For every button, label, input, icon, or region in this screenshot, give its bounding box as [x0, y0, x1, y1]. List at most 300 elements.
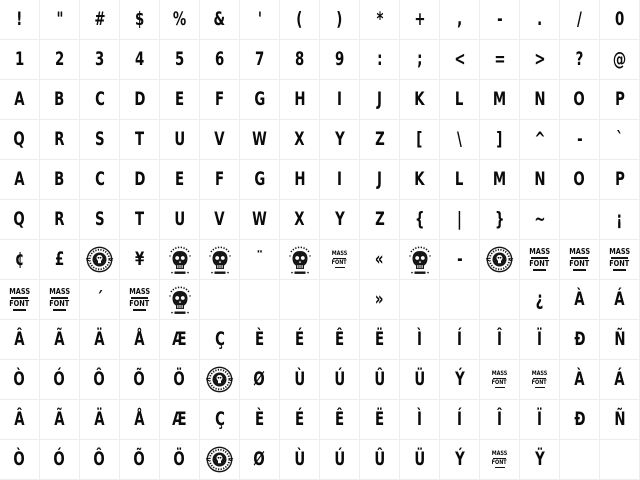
glyph-cell: [240, 200, 280, 240]
glyph-character: Ü: [414, 368, 425, 390]
glyph-cell: [480, 80, 520, 120]
glyph-cell: [480, 280, 520, 320]
glyph-cell: [560, 160, 600, 200]
glyph-character: È: [254, 328, 265, 350]
glyph-character: -: [576, 128, 583, 150]
glyph-cell: [80, 200, 120, 240]
glyph-character: M: [492, 88, 507, 110]
glyph-cell: [480, 360, 520, 400]
glyph-cell: [80, 320, 120, 360]
glyph-cell: [280, 400, 320, 440]
glyph-character: K: [414, 168, 425, 190]
glyph-character: É: [294, 328, 305, 350]
glyph-cell: [240, 280, 280, 320]
glyph-cell: [200, 320, 240, 360]
massfont-badge-icon: [567, 248, 592, 270]
glyph-cell: [320, 240, 360, 280]
glyph-cell: [40, 240, 80, 280]
glyph-character: ;: [416, 48, 423, 70]
glyph-character: Ø: [253, 448, 266, 470]
glyph-character: \: [457, 128, 462, 150]
glyph-character: O: [573, 168, 586, 190]
glyph-cell: [160, 280, 200, 320]
circle-skull-emblem-icon: [206, 446, 233, 473]
glyph-character: ): [336, 8, 343, 30]
glyph-cell: [360, 120, 400, 160]
glyph-character: Y: [334, 128, 345, 150]
glyph-character: G: [254, 168, 265, 190]
glyph-character: Í: [457, 328, 462, 350]
glyph-character: Ñ: [613, 328, 626, 350]
glyph-character: ^: [533, 128, 546, 150]
glyph-character: Æ: [172, 328, 187, 350]
glyph-cell: [160, 400, 200, 440]
glyph-cell: [200, 240, 240, 280]
glyph-cell: [400, 400, 440, 440]
skull-badge-icon: [287, 244, 313, 276]
glyph-character: K: [414, 88, 425, 110]
glyph-character: D: [133, 88, 146, 110]
glyph-cell: [400, 200, 440, 240]
glyph-character: H: [293, 88, 306, 110]
glyph-character: À: [574, 368, 585, 390]
glyph-character: B: [54, 168, 65, 190]
glyph-cell: [480, 160, 520, 200]
glyph-cell: [200, 0, 240, 40]
glyph-cell: [40, 280, 80, 320]
glyph-character: Ú: [334, 368, 345, 390]
skull-badge-icon: [167, 284, 193, 316]
glyph-cell: [120, 320, 160, 360]
glyph-cell: [160, 120, 200, 160]
glyph-cell: [0, 200, 40, 240]
glyph-cell: [560, 40, 600, 80]
glyph-cell: [560, 280, 600, 320]
glyph-character: V: [214, 208, 225, 230]
glyph-character: Û: [374, 368, 385, 390]
glyph-character: +: [413, 8, 426, 30]
glyph-character: B: [54, 88, 65, 110]
massfont-badge-icon: [7, 288, 32, 310]
glyph-character: È: [254, 408, 265, 430]
glyph-cell: [80, 80, 120, 120]
glyph-character: -: [456, 248, 463, 270]
glyph-character: X: [294, 208, 305, 230]
glyph-cell: [200, 200, 240, 240]
glyph-cell: [360, 400, 400, 440]
skull-badge-icon: [207, 244, 233, 276]
glyph-cell: [40, 360, 80, 400]
glyph-cell: [200, 400, 240, 440]
glyph-character: Û: [374, 448, 385, 470]
glyph-character: Ä: [94, 328, 105, 350]
glyph-cell: [240, 440, 280, 480]
circle-skull-emblem-icon: [86, 246, 113, 273]
glyph-character: ': [257, 8, 262, 30]
glyph-character: &: [213, 8, 226, 30]
glyph-character: |: [457, 208, 462, 230]
glyph-character: S: [94, 128, 105, 150]
glyph-character: Õ: [133, 368, 146, 390]
glyph-cell: [600, 200, 640, 240]
glyph-character: 1: [14, 48, 25, 70]
glyph-cell: [440, 240, 480, 280]
glyph-cell: [280, 0, 320, 40]
glyph-cell: [280, 240, 320, 280]
glyph-cell: [480, 120, 520, 160]
massfont-badge-icon: [530, 371, 549, 387]
glyph-cell: [520, 280, 560, 320]
glyph-cell: [520, 200, 560, 240]
glyph-cell: [360, 0, 400, 40]
glyph-character: L: [455, 88, 464, 110]
glyph-character: L: [455, 168, 464, 190]
glyph-character: Â: [14, 408, 25, 430]
glyph-character: Ó: [53, 368, 66, 390]
glyph-character: G: [254, 88, 265, 110]
glyph-character: £: [54, 248, 65, 270]
glyph-character: ¨: [256, 248, 263, 270]
glyph-character: `: [616, 128, 623, 150]
glyph-cell: [0, 40, 40, 80]
massfont-badge-line1: MASS: [609, 247, 630, 257]
glyph-character: 7: [254, 48, 265, 70]
skull-badge-icon: [407, 244, 433, 276]
glyph-cell: [560, 320, 600, 360]
glyph-cell: [560, 200, 600, 240]
glyph-character: D: [133, 168, 146, 190]
glyph-cell: [40, 400, 80, 440]
glyph-cell: [440, 400, 480, 440]
glyph-cell: [0, 440, 40, 480]
glyph-character: Í: [457, 408, 462, 430]
glyph-cell: [200, 360, 240, 400]
massfont-badge-line1: MASS: [129, 287, 150, 297]
glyph-cell: [120, 240, 160, 280]
glyph-character: @: [612, 48, 627, 70]
glyph-cell: [360, 160, 400, 200]
glyph-character: 3: [94, 48, 105, 70]
glyph-cell: [80, 0, 120, 40]
glyph-cell: [600, 240, 640, 280]
glyph-character: }: [494, 208, 505, 230]
glyph-cell: [320, 160, 360, 200]
glyph-cell: [0, 360, 40, 400]
glyph-character: -: [496, 8, 503, 30]
glyph-character: Ý: [454, 448, 465, 470]
glyph-character: W: [252, 128, 267, 150]
glyph-character: Ú: [334, 448, 345, 470]
glyph-cell: [560, 440, 600, 480]
glyph-cell: [600, 320, 640, 360]
massfont-badge-icon: [490, 371, 509, 387]
glyph-cell: [80, 280, 120, 320]
skull-badge-icon: [167, 244, 193, 276]
glyph-cell: [360, 320, 400, 360]
glyph-cell: [400, 120, 440, 160]
glyph-character: I: [337, 88, 342, 110]
glyph-character: Ý: [454, 368, 465, 390]
glyph-character: F: [214, 168, 225, 190]
glyph-cell: [120, 440, 160, 480]
glyph-character: 6: [214, 48, 225, 70]
glyph-cell: [320, 320, 360, 360]
glyph-character: Ÿ: [534, 448, 545, 470]
glyph-character: Ð: [573, 328, 586, 350]
glyph-character: Ù: [294, 448, 305, 470]
glyph-character: F: [214, 88, 225, 110]
glyph-cell: [440, 80, 480, 120]
glyph-cell: [440, 160, 480, 200]
massfont-badge-line2: FONT: [491, 379, 508, 386]
glyph-cell: [520, 400, 560, 440]
glyph-cell: [160, 160, 200, 200]
massfont-badge-line1: MASS: [569, 247, 590, 257]
glyph-cell: [160, 200, 200, 240]
glyph-character: ¢: [14, 248, 25, 270]
glyph-cell: [360, 40, 400, 80]
glyph-cell: [120, 200, 160, 240]
glyph-character: A: [14, 168, 25, 190]
glyph-cell: [560, 0, 600, 40]
glyph-character: Ã: [54, 408, 65, 430]
glyph-character: Æ: [172, 408, 187, 430]
glyph-character: Ã: [54, 328, 65, 350]
glyph-cell: [600, 40, 640, 80]
glyph-cell: [600, 160, 640, 200]
glyph-cell: [560, 400, 600, 440]
glyph-character: Ö: [173, 448, 186, 470]
glyph-character: Ù: [294, 368, 305, 390]
glyph-cell: [0, 0, 40, 40]
glyph-character: Z: [374, 208, 385, 230]
glyph-cell: [440, 360, 480, 400]
glyph-character: Ò: [13, 448, 26, 470]
glyph-character: .: [536, 8, 543, 30]
glyph-cell: [240, 40, 280, 80]
glyph-cell: [440, 120, 480, 160]
glyph-character: P: [614, 88, 625, 110]
glyph-cell: [40, 120, 80, 160]
glyph-character: Ø: [253, 368, 266, 390]
glyph-cell: [360, 80, 400, 120]
glyph-character: ¥: [134, 248, 145, 270]
glyph-cell: [360, 360, 400, 400]
massfont-badge-line2: FONT: [569, 259, 590, 268]
glyph-cell: [40, 160, 80, 200]
glyph-character: Q: [13, 208, 26, 230]
glyph-cell: [40, 80, 80, 120]
glyph-cell: [520, 40, 560, 80]
massfont-badge-line1: MASS: [531, 370, 548, 378]
glyph-character: M: [492, 168, 507, 190]
glyph-character: Â: [14, 328, 25, 350]
glyph-cell: [40, 440, 80, 480]
glyph-cell: [0, 160, 40, 200]
glyph-cell: [400, 320, 440, 360]
glyph-cell: [520, 240, 560, 280]
glyph-character: 0: [614, 8, 625, 30]
massfont-badge-line1: MASS: [529, 247, 550, 257]
glyph-character: ~: [533, 208, 546, 230]
glyph-cell: [600, 0, 640, 40]
glyph-character: P: [614, 168, 625, 190]
glyph-cell: [240, 80, 280, 120]
glyph-character: J: [377, 88, 382, 110]
glyph-cell: [480, 440, 520, 480]
glyph-cell: [520, 360, 560, 400]
glyph-cell: [120, 280, 160, 320]
glyph-cell: [440, 280, 480, 320]
massfont-badge-line1: MASS: [491, 450, 508, 458]
glyph-character: %: [172, 8, 187, 30]
glyph-cell: [80, 360, 120, 400]
massfont-badge-line1: MASS: [331, 250, 348, 258]
glyph-cell: [200, 40, 240, 80]
massfont-badge-line2: FONT: [331, 259, 348, 266]
glyph-character: Ô: [93, 448, 106, 470]
glyph-character: Ñ: [613, 408, 626, 430]
glyph-cell: [400, 80, 440, 120]
glyph-character: 2: [54, 48, 65, 70]
glyph-cell: [280, 40, 320, 80]
glyph-character: T: [134, 208, 145, 230]
glyph-cell: [120, 400, 160, 440]
glyph-cell: [160, 320, 200, 360]
glyph-cell: [280, 280, 320, 320]
glyph-cell: [400, 360, 440, 400]
glyph-cell: [360, 440, 400, 480]
glyph-cell: [0, 400, 40, 440]
glyph-cell: [240, 240, 280, 280]
glyph-cell: [280, 360, 320, 400]
massfont-badge-line2: FONT: [9, 299, 30, 308]
glyph-character: >: [533, 48, 546, 70]
glyph-character: Ó: [53, 448, 66, 470]
glyph-cell: [480, 200, 520, 240]
glyph-cell: [320, 400, 360, 440]
glyph-character: Ä: [94, 408, 105, 430]
glyph-cell: [40, 0, 80, 40]
glyph-cell: [320, 0, 360, 40]
glyph-cell: [600, 360, 640, 400]
glyph-cell: [440, 40, 480, 80]
glyph-character: *: [376, 8, 383, 30]
glyph-cell: [200, 160, 240, 200]
glyph-cell: [360, 280, 400, 320]
glyph-cell: [0, 280, 40, 320]
glyph-character: Ç: [214, 408, 225, 430]
glyph-cell: [600, 280, 640, 320]
glyph-cell: [200, 440, 240, 480]
massfont-badge-icon: [127, 288, 152, 310]
glyph-character: ¿: [535, 288, 544, 310]
glyph-cell: [280, 200, 320, 240]
glyph-character: =: [493, 48, 506, 70]
glyph-cell: [560, 360, 600, 400]
glyph-cell: [160, 0, 200, 40]
glyph-character: J: [377, 168, 382, 190]
glyph-cell: [200, 280, 240, 320]
glyph-cell: [80, 120, 120, 160]
glyph-character: Î: [497, 408, 502, 430]
glyph-cell: [120, 160, 160, 200]
glyph-character: R: [54, 128, 65, 150]
glyph-character: O: [573, 88, 586, 110]
glyph-cell: [0, 120, 40, 160]
glyph-cell: [440, 440, 480, 480]
glyph-character: N: [533, 168, 546, 190]
glyph-cell: [440, 200, 480, 240]
glyph-character: C: [94, 168, 105, 190]
glyph-cell: [240, 400, 280, 440]
glyph-character: U: [174, 128, 185, 150]
circle-skull-emblem-icon: [206, 366, 233, 393]
glyph-character: Î: [497, 328, 502, 350]
massfont-badge-icon: [607, 248, 632, 270]
glyph-cell: [40, 200, 80, 240]
glyph-cell: [200, 80, 240, 120]
glyph-character: Ü: [414, 448, 425, 470]
glyph-cell: [360, 240, 400, 280]
glyph-cell: [560, 240, 600, 280]
glyph-cell: [80, 400, 120, 440]
glyph-cell: [320, 40, 360, 80]
glyph-character: Á: [614, 368, 625, 390]
glyph-character: 5: [174, 48, 185, 70]
glyph-cell: [440, 0, 480, 40]
glyph-cell: [480, 40, 520, 80]
glyph-character: ": [56, 8, 63, 30]
massfont-badge-icon: [47, 288, 72, 310]
glyph-character: S: [94, 208, 105, 230]
glyph-character: U: [174, 208, 185, 230]
glyph-character: Ì: [417, 408, 422, 430]
glyph-character: ]: [496, 128, 503, 150]
glyph-cell: [240, 120, 280, 160]
glyph-cell: [560, 80, 600, 120]
glyph-character: R: [54, 208, 65, 230]
glyph-cell: [480, 400, 520, 440]
glyph-cell: [400, 440, 440, 480]
glyph-cell: [120, 80, 160, 120]
glyph-cell: [520, 120, 560, 160]
glyph-character: Å: [134, 408, 145, 430]
glyph-character: Ö: [173, 368, 186, 390]
glyph-cell: [80, 440, 120, 480]
glyph-cell: [240, 0, 280, 40]
glyph-character: (: [296, 8, 303, 30]
glyph-cell: [280, 160, 320, 200]
glyph-cell: [600, 400, 640, 440]
glyph-character: $: [134, 8, 145, 30]
glyph-cell: [80, 40, 120, 80]
glyph-character: ´: [96, 288, 103, 310]
glyph-cell: [520, 320, 560, 360]
glyph-cell: [40, 320, 80, 360]
glyph-cell: [520, 80, 560, 120]
glyph-cell: [40, 40, 80, 80]
massfont-badge-line2: FONT: [531, 379, 548, 386]
glyph-character: :: [376, 48, 383, 70]
glyph-cell: [0, 320, 40, 360]
glyph-cell: [160, 240, 200, 280]
glyph-character: Ð: [573, 408, 586, 430]
glyph-character: Ê: [334, 328, 345, 350]
glyph-cell: [80, 240, 120, 280]
glyph-cell: [560, 120, 600, 160]
glyph-character: V: [214, 128, 225, 150]
